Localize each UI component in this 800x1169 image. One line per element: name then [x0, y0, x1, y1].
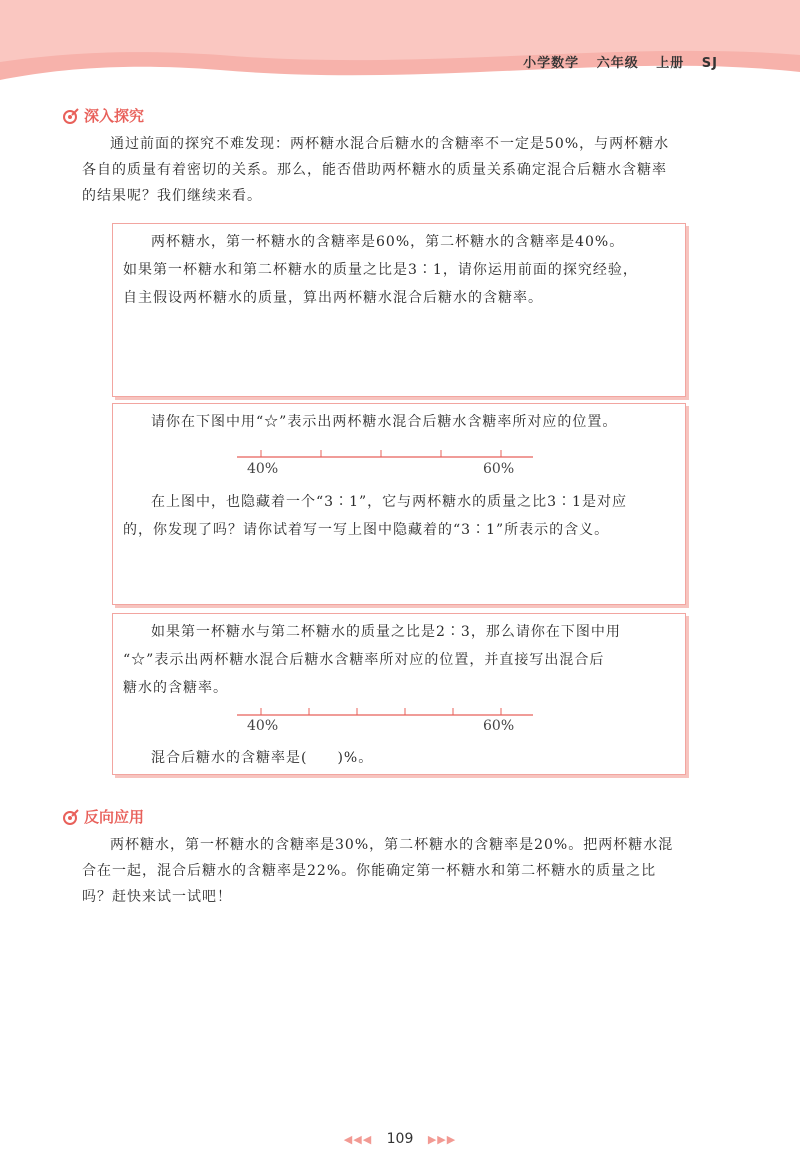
intro-line: 的结果呢？我们继续来看。 — [82, 188, 262, 204]
box3-line: 如果第一杯糖水与第二杯糖水的质量之比是2∶3，那么请你在下图中用 — [151, 624, 621, 640]
numline-label-right: 60% — [483, 461, 515, 477]
box1-line: 如果第一杯糖水和第二杯糖水的质量之比是3∶1，请你运用前面的探究经验， — [123, 262, 638, 278]
header-volume: 上册 — [656, 56, 685, 71]
number-line-axis — [237, 446, 537, 460]
header-edition: SJ — [701, 56, 718, 71]
page-number-footer — [0, 1131, 800, 1147]
section-title-reverse — [62, 806, 144, 827]
header-grade: 六年级 — [596, 56, 639, 71]
section-title-text: 深入探究 — [84, 107, 145, 125]
reverse-line: 两杯糖水，第一杯糖水的含糖率是30%，第二杯糖水的含糖率是20%。把两杯糖水混 — [110, 837, 674, 853]
problem-box-1 — [112, 223, 686, 397]
number-line-2 — [237, 704, 537, 738]
reverse-paragraph — [82, 832, 722, 910]
problem-box-2 — [112, 403, 686, 605]
numline-label-left: 40% — [247, 718, 279, 734]
answer-line: 混合后糖水的含糖率是( )%。 — [151, 750, 374, 766]
intro-line: 各自的质量有着密切的关系。那么，能否借助两杯糖水的质量关系确定混合后糖水含糖率 — [82, 162, 667, 178]
numline-label-left: 40% — [247, 461, 279, 477]
next-arrows-icon: ▶▶▶ — [427, 1133, 457, 1146]
box3-line: 糖水的含糖率。 — [123, 680, 228, 696]
prev-arrows-icon: ◀◀◀ — [343, 1133, 373, 1146]
number-line-axis — [237, 704, 537, 718]
page-number: 109 — [386, 1131, 414, 1147]
numline-label-right: 60% — [483, 718, 515, 734]
intro-line: 通过前面的探究不难发现：两杯糖水混合后糖水的含糖率不一定是50%，与两杯糖水 — [110, 136, 670, 152]
number-line-1 — [237, 446, 537, 482]
box2-line: 的，你发现了吗？请你试着写一写上图中隐藏着的“3∶1”所表示的含义。 — [123, 522, 610, 538]
reverse-line: 合在一起，混合后糖水的含糖率是22%。你能确定第一杯糖水和第二杯糖水的质量之比 — [82, 863, 657, 879]
box2-instruction: 请你在下图中用“☆”表示出两杯糖水混合后糖水含糖率所对应的位置。 — [151, 414, 618, 430]
box3-line: “☆”表示出两杯糖水混合后糖水含糖率所对应的位置，并直接写出混合后 — [123, 652, 605, 668]
problem-box-3 — [112, 613, 686, 775]
box2-line: 在上图中，也隐藏着一个“3∶1”，它与两杯糖水的质量之比3∶1是对应 — [151, 494, 627, 510]
reverse-line: 吗？赶快来试一试吧！ — [82, 889, 232, 905]
box1-line: 两杯糖水，第一杯糖水的含糖率是60%，第二杯糖水的含糖率是40%。 — [151, 234, 625, 250]
section-title-explore — [62, 105, 144, 126]
book-header — [511, 52, 718, 71]
header-band — [0, 0, 800, 90]
pencil-target-icon — [62, 107, 80, 125]
pencil-target-icon — [62, 808, 80, 826]
section-title-text: 反向应用 — [84, 808, 145, 826]
header-subject: 小学数学 — [523, 56, 580, 71]
box1-line: 自主假设两杯糖水的质量，算出两杯糖水混合后糖水的含糖率。 — [123, 290, 543, 306]
intro-paragraph — [82, 131, 722, 209]
